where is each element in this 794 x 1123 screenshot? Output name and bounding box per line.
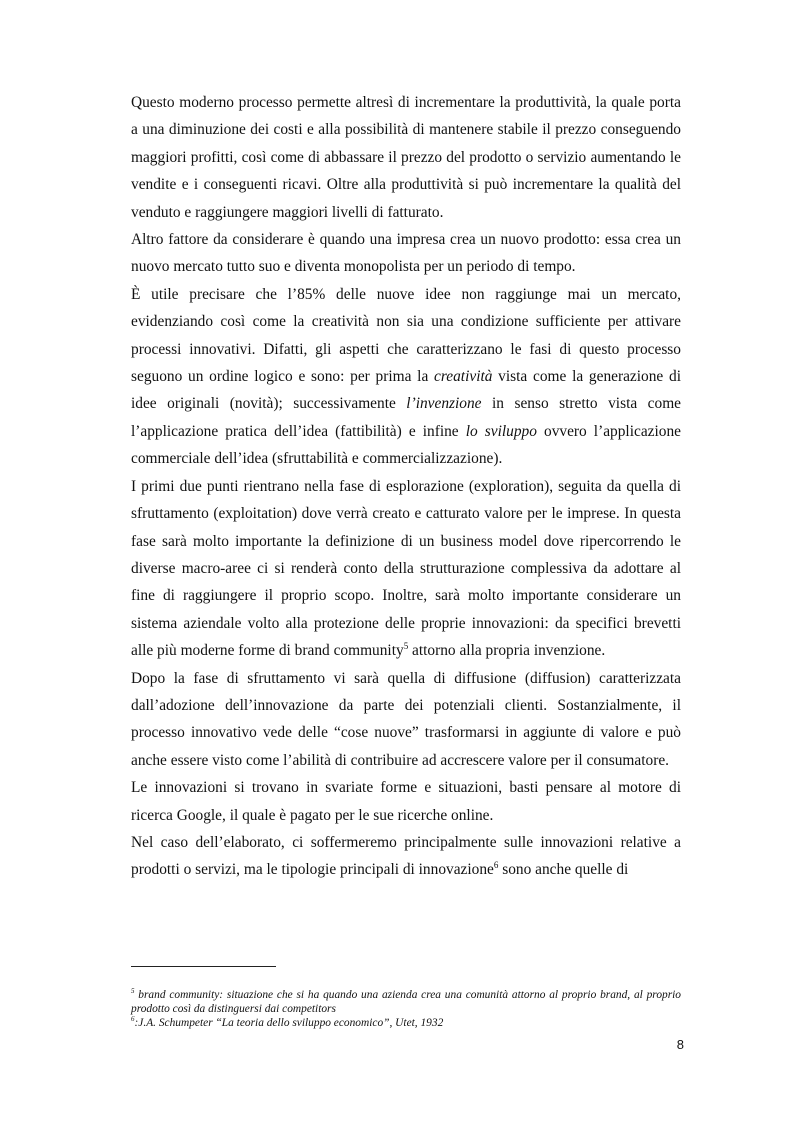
text-span: vista come la generazione di idee originali (novità); successivamente (131, 368, 681, 413)
footnote-number: 5 (131, 987, 135, 996)
text-span: ovvero l’applicazione commerciale dell’idea (sfruttabilità e commercializzazione). (131, 422, 681, 468)
footnote-number: 6 (131, 1015, 135, 1024)
paragraph-diffusion: Dopo la fase di sfruttamento vi sarà quella di diffusione (diffusion) caratterizzata dall’adozione dell’innovazione da parte dei potenziali clienti. Sostanzialmente, il processo innovativo vede delle “cose nuove” trasformarsi in aggiunte di valore e può anche essere visto come l’abilità di contribuire ad accrescere valore per il consumatore. (131, 669, 681, 769)
text-span: I primi due punti rientrano nella fase di esplorazione (exploration), seguita da quella di sfruttamento (exploitation) dove verrà creato e catturato valore per le imprese. In questa fase sarà molto importante la definizione di un business model dove ripercorrendo le diverse macro-aree ci si renderà conto della strutturazione complessiva da adottare al fine di raggiungere il proprio scopo. Inoltre, sarà molto importante considerare un sistema aziendale volto alla protezione delle proprie innovazioni: da specifici brevetti alle più moderne forme di brand community (131, 477, 681, 660)
paragraph-typologies (131, 829, 681, 884)
footnote-6 (131, 1016, 681, 1030)
footnote-ref-5[interactable]: 5 (403, 641, 409, 651)
term-sviluppo: lo sviluppo (465, 422, 537, 440)
footnote-separator (131, 966, 276, 967)
paragraph-exploration (131, 473, 681, 665)
term-invenzione: l’invenzione (406, 395, 482, 413)
document-body (131, 89, 681, 884)
footnotes (131, 988, 681, 1030)
footnote-ref-6[interactable]: 6 (493, 860, 499, 871)
page-number: 8 (676, 1037, 684, 1052)
footnote-text: :J.A. Schumpeter “La teoria dello sviluppo economico”, Utet, 1932 (134, 1017, 444, 1029)
text-span: attorno alla propria invenzione. (408, 642, 606, 660)
text-span: in senso stretto vista come l’applicazione pratica dell’idea (fattibilità) e infine (131, 395, 681, 440)
footnote-text: brand community: situazione che si ha quando una azienda crea una comunità attorno al proprio brand, al proprio prodotto così da distinguersi dai competitors (131, 989, 681, 1015)
footnote-5 (131, 988, 681, 1016)
paragraph-forms: Le innovazioni si trovano in svariate forme e situazioni, basti pensare al motore di ricerca Google, il quale è pagato per le sue ricerche online. (131, 779, 681, 824)
text-span: Nel caso dell’elaborato, ci soffermeremo principalmente sulle innovazioni relative a prodotti o servizi, ma le tipologie principali di innovazione (131, 833, 681, 879)
paragraph-productivity: Questo moderno processo permette altresì di incrementare la produttività, la quale porta a una diminuzione dei costi e alla possibilità di mantenere stabile il prezzo conseguendo maggiori profitti, così come di abbassare il prezzo del prodotto o servizio aumentando le vendite e i conseguenti ricavi. Oltre alla produttività si può incrementare la qualità del venduto e raggiungere maggiori livelli di fatturato. (131, 94, 681, 221)
paragraph-new-product: Altro fattore da considerare è quando una impresa crea un nuovo prodotto: essa crea un nuovo mercato tutto suo e diventa monopolista per un periodo di tempo. (131, 231, 681, 276)
text-span: sono anche quelle di (498, 861, 629, 879)
term-creativita: creatività (434, 368, 493, 386)
paragraph-innovation-phases (131, 281, 681, 473)
text-span: È utile precisare che l’85% delle nuove idee non raggiunge mai un mercato, evidenziando così come la creatività non sia una condizione sufficiente per attivare processi innovativi. Difatti, gli aspetti che caratterizzano le fasi di questo processo seguono un ordine logico e sono: per prima la (131, 285, 681, 386)
